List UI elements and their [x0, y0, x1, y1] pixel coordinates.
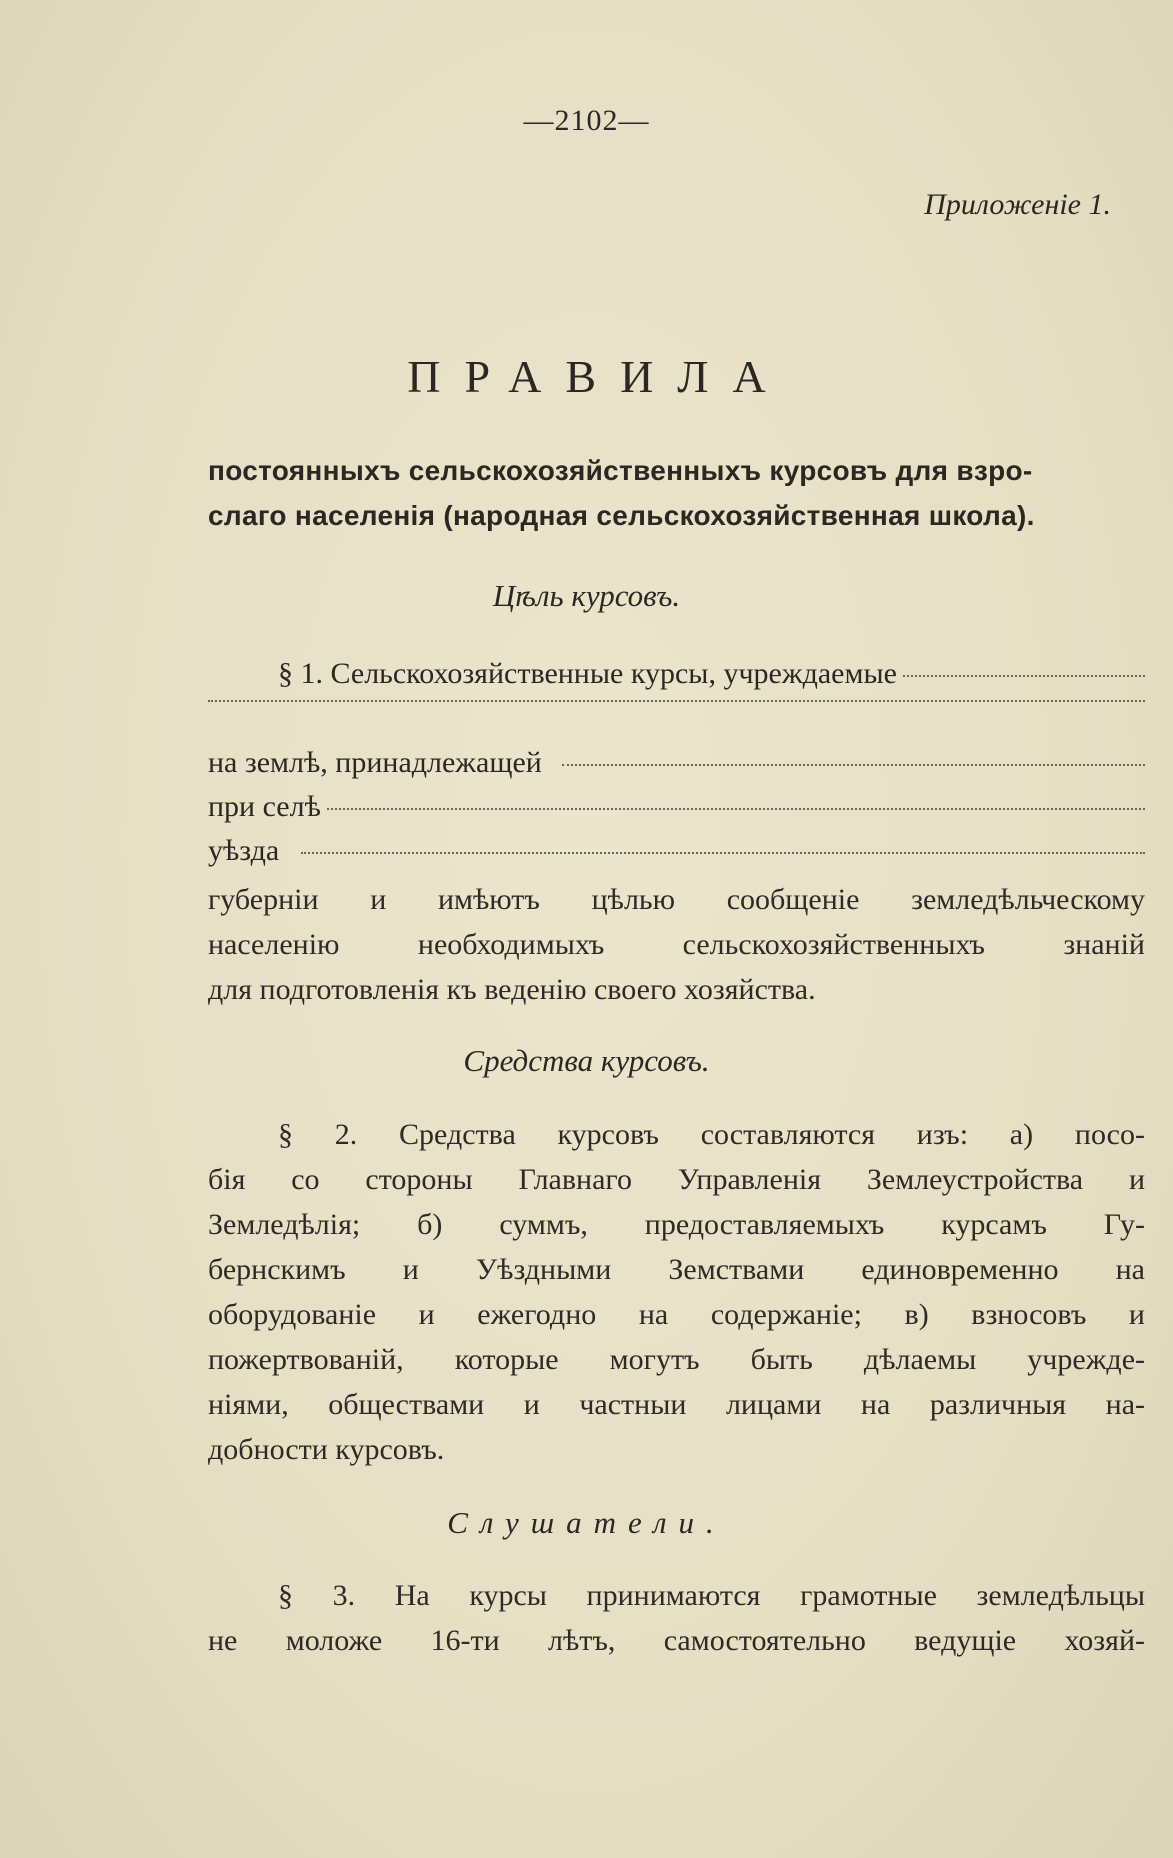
text-line: Земледѣлiя; б) суммъ, предоставляемыхъ курсамъ Гу- [208, 1208, 1145, 1241]
blank-fill-line [208, 705, 1145, 708]
field-land [208, 746, 1145, 780]
fill-in-line [327, 807, 1145, 810]
page-number: —2102— [523, 104, 650, 137]
field-village-label: при селѣ [208, 790, 321, 823]
fill-in-line [562, 763, 1145, 766]
fill-in-line [903, 674, 1145, 677]
text-line: добности курсовъ. [208, 1433, 445, 1466]
text-line: § 2. Средства курсовъ составляются изъ: а) посо- [278, 1118, 1145, 1151]
paragraph-1-opening: § 1. Сельскохозяйственные курсы, учреждаемые [278, 657, 897, 690]
field-district-label: уѣзда [208, 834, 280, 867]
text-line: § 3. На курсы принимаются грамотные земледѣльцы [278, 1579, 1145, 1612]
field-district [208, 834, 1145, 868]
text-line: не моложе 16-ти лѣтъ, самостоятельно ведущiе хозяй- [208, 1624, 1145, 1657]
fill-in-line [301, 851, 1145, 854]
section-heading-goal: Цѣль курсовъ. [492, 578, 681, 613]
subtitle-line: слаго населенiя (народная сельскохозяйственная школа). [208, 500, 1035, 531]
section-heading-students: Слушатели. [447, 1505, 726, 1540]
section-heading-means: Средства курсовъ. [463, 1043, 710, 1078]
text-line: населенiю необходимыхъ сельскохозяйственныхъ знанiй [208, 928, 1145, 961]
paragraph-1-body [208, 877, 1145, 1012]
appendix-label: Приложенiе 1. [924, 188, 1111, 221]
paragraph-3-body [208, 1573, 1145, 1663]
subtitle-line: постоянныхъ сельскохозяйственныхъ курсовъ для взро- [208, 455, 1033, 486]
text-line: пожертвованiй, которые могутъ быть дѣлаемы учрежде- [208, 1343, 1145, 1376]
document-subtitle [208, 448, 1145, 538]
paragraph-1-first-line [208, 657, 1145, 691]
text-line: оборудованiе и ежегодно на содержанiе; в) взносовъ и [208, 1298, 1145, 1331]
text-line: губернiи и имѣютъ цѣлью сообщенiе земледѣльческому [208, 883, 1145, 916]
text-line: нiями, обществами и частныи лицами на различныя на- [208, 1388, 1145, 1421]
field-land-label: на землѣ, принадлежащей [208, 746, 542, 779]
field-village [208, 790, 1145, 824]
text-line: бiя со стороны Главнаго Управленiя Землеустройства и [208, 1163, 1145, 1196]
fill-in-line [208, 699, 1145, 702]
document-title: ПРАВИЛА [407, 351, 790, 402]
paragraph-2-body [208, 1112, 1145, 1472]
text-line: бернскимъ и Уѣздными Земствами единовременно на [208, 1253, 1145, 1286]
text-line: для подготовленiя къ веденiю своего хозяйства. [208, 973, 816, 1006]
